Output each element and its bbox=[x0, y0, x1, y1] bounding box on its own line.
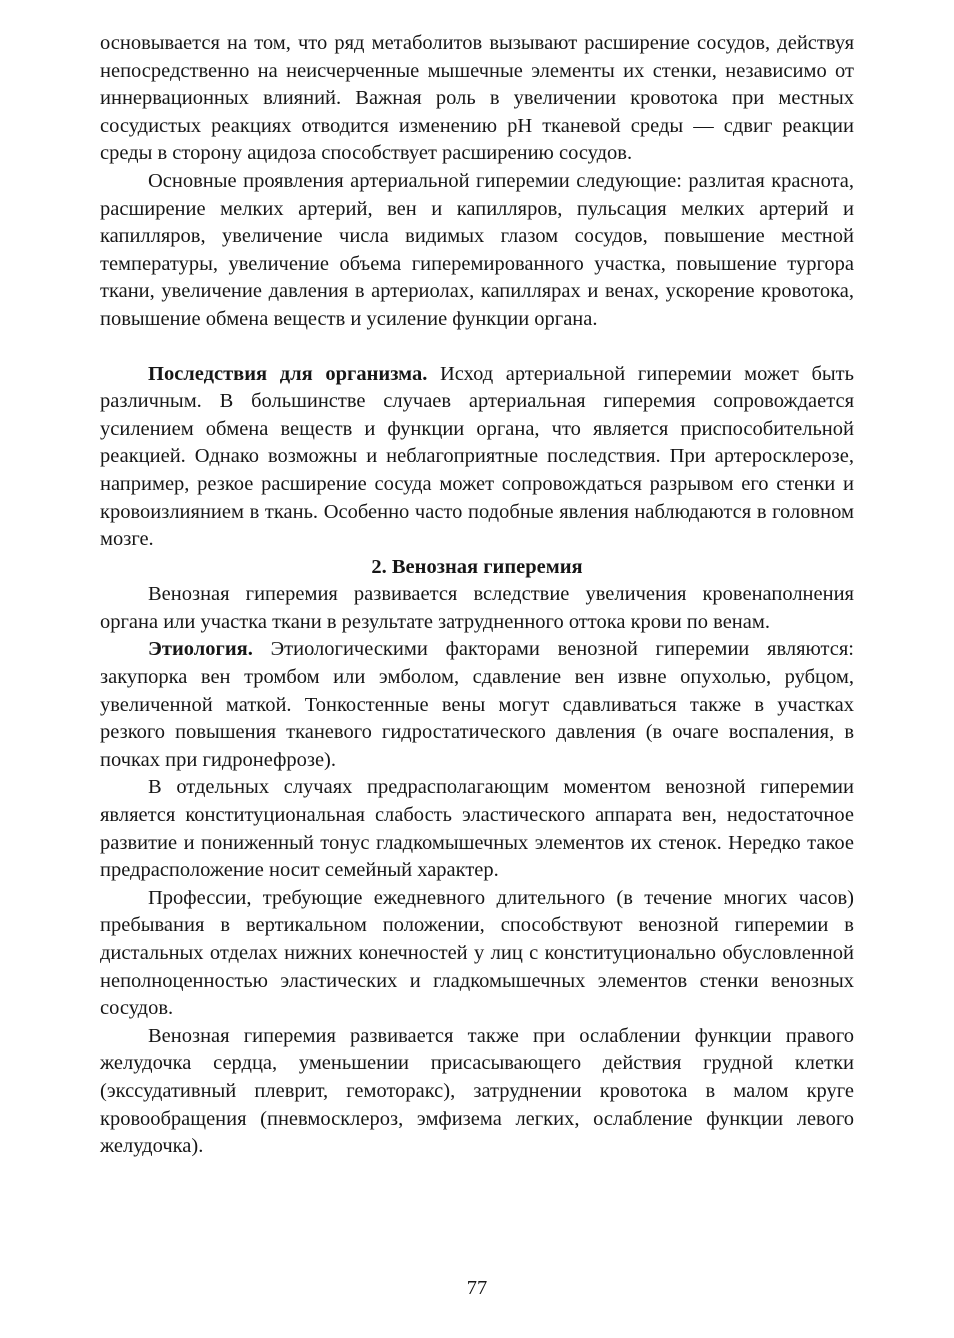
paragraph-etiology bbox=[100, 636, 854, 774]
page-number: 77 bbox=[466, 1277, 488, 1299]
consequences-lead: Последствия для организма. bbox=[148, 362, 428, 385]
page-content bbox=[100, 30, 854, 1161]
paragraph-predisposition: В отдельных случаях предрасполагающим моментом венозной гиперемии является конституциональная слабость эластического аппарата вен, недостаточное развитие и пониженный тонус гладкомышечных элементов их стенок. Нередко такое предрасположение носит семейный характер. bbox=[100, 776, 854, 882]
paragraph-heart-function: Венозная гиперемия развивается также при ослаблении функции правого желудочка сердца, уменьшении присасывающего действия грудной клетки (экссудативный плеврит, гемоторакс), затруднении кровотока в малом круге кровообращения (пневмосклероз, эмфизема легких, ослабление функции левого желудочка). bbox=[100, 1024, 854, 1158]
paragraph-consequences bbox=[100, 361, 854, 554]
paragraph-professions: Профессии, требующие ежедневного длительного (в течение многих часов) пребывания в вертикальном положении, способствуют венозной гиперемии в дистальных отделах нижних конечностей у лиц с конституционально обусловленной неполноценностью эластических и гладкомышечных элементов стенки венозных сосудов. bbox=[100, 886, 854, 1020]
etiology-text: Этиологическими факторами венозной гиперемии являются: закупорка вен тромбом или эмболом, сдавление вен извне опухолью, рубцом, увеличенной маткой. Тонкостенные вены могут сдавливаться также в участках резкого повышения тканевого гидростатического давления (в очаге воспаления, в почках при гидронефрозе). bbox=[100, 638, 854, 771]
consequences-text: Исход артериальной гиперемии может быть различным. В большинстве случаев артериальная гиперемия сопровождается усилением обмена веществ и функции органа, что является приспособительной реакцией. Однако возможны и неблагоприятные последствия. При артеросклерозе, например, резкое расширение сосуда может сопровождаться разрывом его стенки и кровоизлиянием в ткань. Особенно часто подобные явления наблюдаются в головном мозге. bbox=[100, 362, 854, 551]
paragraph-metabolites: основывается на том, что ряд метаболитов вызывают расширение сосудов, действуя непосредственно на неисчерченные мышечные элементы их стенки, независимо от иннервационных влияний. Важная роль в увеличении кровотока при местных сосудистых реакциях отводится изменению рН тканевой среды — сдвиг реакции среды в сторону ацидоза способствует расширению сосудов. bbox=[100, 32, 854, 165]
paragraph-arterial-manifestations: Основные проявления артериальной гиперемии следующие: разлитая краснота, расширение мелких артерий, вен и капилляров, пульсация мелких артерий и капилляров, увеличение числа видимых глазом сосудов, повышение местной температуры, увеличение объема гиперемированного участка, повышение тургора ткани, увеличение давления в артериолах, капиллярах и венах, ускорение кровотока, повышение обмена веществ и усиление функции органа. bbox=[100, 169, 854, 330]
etiology-lead: Этиология. bbox=[148, 638, 253, 661]
section-heading: 2. Венозная гиперемия bbox=[371, 555, 583, 578]
paragraph-venous-definition: Венозная гиперемия развивается вследствие увеличения кровенаполнения органа или участка ткани в результате затрудненного оттока крови по венам. bbox=[100, 583, 854, 633]
